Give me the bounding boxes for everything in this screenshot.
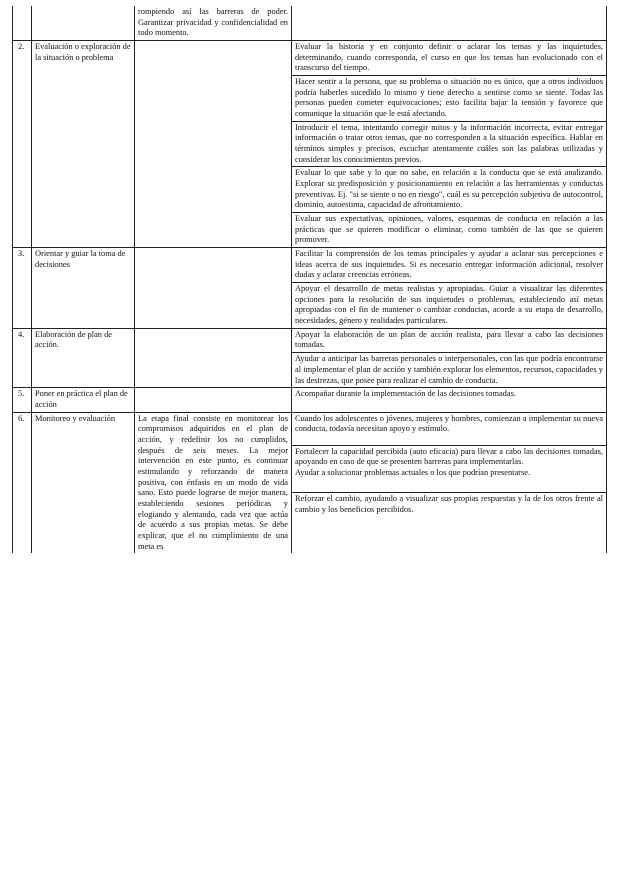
table-row bbox=[13, 328, 607, 352]
action-cell: Apoyar el desarrollo de metas realistas y apropiadas. Guiar a visualizar las diferentes opciones para la resolución de sus inquietudes o problemas, estableciendo así metas apropiadas con el fin de mantener o cambiar conductas, acorde a su etapa de desarrollo, necesidades, género y realidades particulares. bbox=[292, 283, 607, 329]
table-row bbox=[13, 412, 607, 445]
stage-number: 2. bbox=[13, 41, 32, 248]
stage-name bbox=[32, 6, 135, 41]
action-cell: Cuando los adolescentes o jóvenes, mujeres y hombres, comienzan a implementar su nueva conducta, todavía necesitan apoyo y estímulo. bbox=[292, 412, 607, 445]
action-cell: Introducir el tema, intentando corregir mitos y la información incorrecta, evitar entregar información o tratar otros temas, que no corresponden a la situación específica. Hablar en términos simples y precisos, escuchar atentamente cuáles son las palabras utilizadas y considerar los conocimientos previos. bbox=[292, 121, 607, 167]
stage-number: 3. bbox=[13, 248, 32, 329]
stage-number: 5. bbox=[13, 388, 32, 412]
stage-name: Elaboración de plan de acción. bbox=[32, 328, 135, 387]
table-row bbox=[13, 388, 607, 412]
stage-description: La etapa final consiste en monitorear los compromisos adquiridos en el plan de acción, y redefinir los no cumplidos, después de seis meses. La mejor intervención en este punto, es continuar estimulando y reforzando de manera positiva, con énfasis en un modo de vida sano. Esto puede lograrse de mejor manera, estableciendo sesiones periódicas y elogiando y alentando, cada vez que actúa de acuerdo a sus propias metas. Se debe explicar, que el no cumplimiento de una meta es bbox=[135, 412, 292, 553]
action-cell: Evaluar sus expectativas, opiniones, valores, esquemas de conducta en relación a las prácticas que se quieren modificar o eliminar, como también de las que se quieren promover. bbox=[292, 213, 607, 248]
counseling-stages-table bbox=[12, 6, 607, 553]
stage-description bbox=[135, 41, 292, 248]
action-cell: Apoyar la elaboración de un plan de acción realista, para llevar a cabo las decisiones tomadas. bbox=[292, 328, 607, 352]
stage-name: Evaluación o exploración de la situación o problema bbox=[32, 41, 135, 248]
stage-name: Poner en práctica el plan de acción bbox=[32, 388, 135, 412]
action-cell: Evaluar la historia y en conjunto definir o aclarar los temas y las inquietudes, determinando, cuando corresponda, el curso en que los temas han evolucionado con el transcurso del tiempo. bbox=[292, 41, 607, 76]
stage-name: Monitoreo y evaluación bbox=[32, 412, 135, 553]
action-cell: Evaluar lo que sabe y lo que no sabe, en relación a la conducta que se está analizando. Explorar su predisposición y posicionamiento en relación a las herramientas y conductas preventivas. Ej. "si se siente o no en riesgo", cuál es su percepción subjetiva de autocontrol, dominio, autoestima, capacidad de afrontamiento. bbox=[292, 167, 607, 213]
stage-description: rompiendo así las barreras de poder. Garantizar privacidad y confidencialidad en todo momento. bbox=[135, 6, 292, 41]
action-cell: Acompañar durante la implementación de las decisiones tomadas. bbox=[292, 388, 607, 412]
action-cell: Hacer sentir a la persona, que su problema o situación no es único, que a otros individuos podría haberles sucedido lo mismo y tiene derecho a sentirse como se siente. Todas las personas pueden cometer equivocaciones; esto facilita bajar la tensión y favorece que comunique la situación que le está afectando. bbox=[292, 76, 607, 122]
table-row bbox=[13, 41, 607, 76]
table-row bbox=[13, 6, 607, 41]
stage-description bbox=[135, 248, 292, 329]
action-cell: Facilitar la comprensión de los temas principales y ayudar a aclarar sus percepciones e ideas acerca de sus inquietudes. Si es necesario entregar información adicional, resolver dudas y aclarar creencias erróneas. bbox=[292, 248, 607, 283]
action-cell bbox=[292, 6, 607, 41]
stage-description bbox=[135, 328, 292, 387]
action-cell: Reforzar el cambio, ayudando a visualizar sus propias respuestas y la de los otros frente al cambio y los beneficios percibidos. bbox=[292, 493, 607, 554]
action-cell: Ayudar a anticipar las barreras personales o interpersonales, con las que podría encontrarse al implementar el plan de acción y también explorar los elementos, recursos, capacidades y las destrezas, que posee para realizar el cambio de conducta. bbox=[292, 353, 607, 388]
stage-number bbox=[13, 6, 32, 41]
table-row bbox=[13, 248, 607, 283]
stage-number: 6. bbox=[13, 412, 32, 553]
stage-description bbox=[135, 388, 292, 412]
action-cell: Fortalecer la capacidad percibida (auto eficacia) para llevar a cabo las decisiones tomadas, apoyando en caso de que se presenten barreras para implementarlas. Ayudar a solucionar problemas actuales o los que podrían presentarse. bbox=[292, 445, 607, 493]
stage-number: 4. bbox=[13, 328, 32, 387]
stage-name: Orientar y guiar la toma de decisiones bbox=[32, 248, 135, 329]
